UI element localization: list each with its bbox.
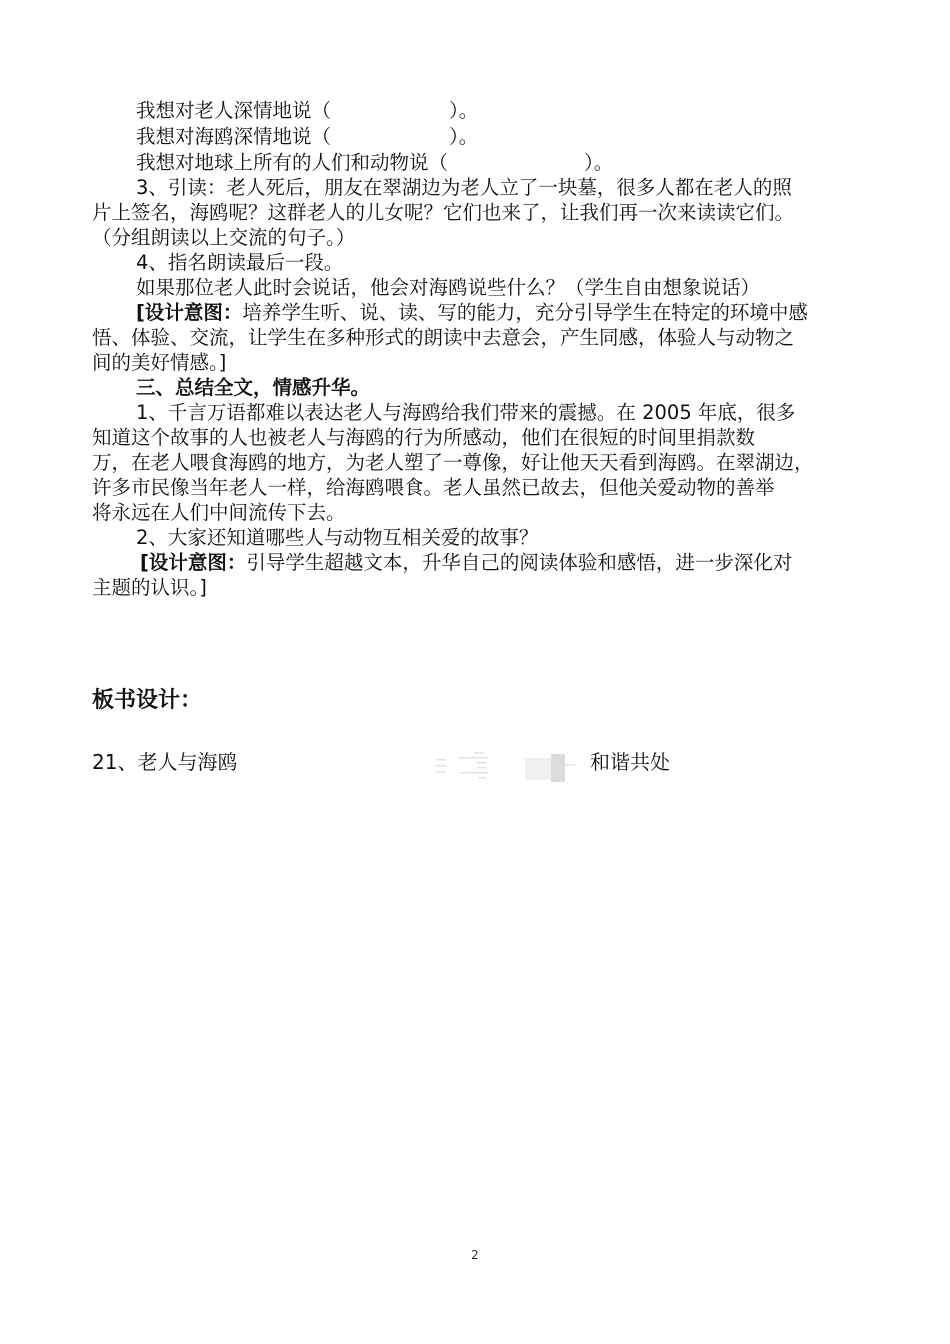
line-text: ）。 <box>584 151 614 174</box>
line-text: 引导学生超越文本，升华自己的阅读体验和感悟，进一步深化对 <box>246 551 793 574</box>
paragraph-line: 知道这个故事的人也被老人与海鸥的行为所感动，他们在很短的时间里捐款数 <box>92 426 756 449</box>
design-intent-label: [设计意图： <box>136 301 243 324</box>
paragraph-line: （分组朗读以上交流的句子。） <box>92 226 356 249</box>
board-conclusion: 和谐共处 <box>590 750 670 774</box>
paragraph-line: 4、指名朗读最后一段。 <box>136 251 344 274</box>
paragraph-line: 间的美好情感。] <box>92 351 227 374</box>
paragraph-line: 3、引读：老人死后，朋友在翠湖边为老人立了一块墓，很多人都在老人的照 <box>136 176 792 199</box>
design-intent-line <box>140 550 930 575</box>
faint-diagram-image <box>434 750 494 784</box>
paragraph-line: 2、大家还知道哪些人与动物互相关爱的故事？ <box>136 526 539 549</box>
line-text: 主题的认识。] <box>92 576 207 599</box>
paragraph-line: 将永远在人们中间流传下去。 <box>92 501 346 524</box>
blank-line-everyone <box>136 150 926 175</box>
paragraph-line: 悟、体验、交流，让学生在多种形式的朗读中去意会，产生同感，体验人与动物之 <box>92 326 795 349</box>
blank-line-elder <box>136 98 926 123</box>
faint-placeholder-image <box>525 754 577 782</box>
paragraph-line: 1、千言万语都难以表达老人与海鸥给我们带来的震撼。在 2005 年底，很多 <box>136 401 796 424</box>
design-intent-label: [设计意图： <box>140 551 247 574</box>
section-heading: 三、总结全文，情感升华。 <box>136 376 371 399</box>
line-text: 培养学生听、说、读、写的能力，充分引导学生在特定的环境中感 <box>242 301 808 324</box>
line-text: ）。 <box>449 125 479 148</box>
board-design-heading: 板书设计： <box>92 688 203 713</box>
paragraph-line: 如果那位老人此时会说话，他会对海鸥说些什么？（学生自由想象说话） <box>136 276 761 299</box>
line-text: 我想对老人深情地说（ <box>136 99 332 122</box>
page-number: 2 <box>471 1248 479 1262</box>
paragraph-line: 万，在老人喂食海鸥的地方，为老人塑了一尊像，好让他天天看到海鸥。在翠湖边， <box>92 451 814 474</box>
paragraph-line: 许多市民像当年老人一样，给海鸥喂食。老人虽然已故去，但他关爱动物的善举 <box>92 476 775 499</box>
design-intent-line <box>136 300 926 325</box>
blank-line-gull <box>136 124 926 149</box>
line-text: ）。 <box>449 99 479 122</box>
line-text: 我想对地球上所有的人们和动物说（ <box>136 151 449 174</box>
board-title: 21、老人与海鸥 <box>92 750 238 774</box>
paragraph-line: 片上签名，海鸥呢？这群老人的儿女呢？它们也来了，让我们再一次来读读它们。 <box>92 201 795 224</box>
line-text: 我想对海鸥深情地说（ <box>136 125 332 148</box>
paragraph-line <box>92 575 882 600</box>
